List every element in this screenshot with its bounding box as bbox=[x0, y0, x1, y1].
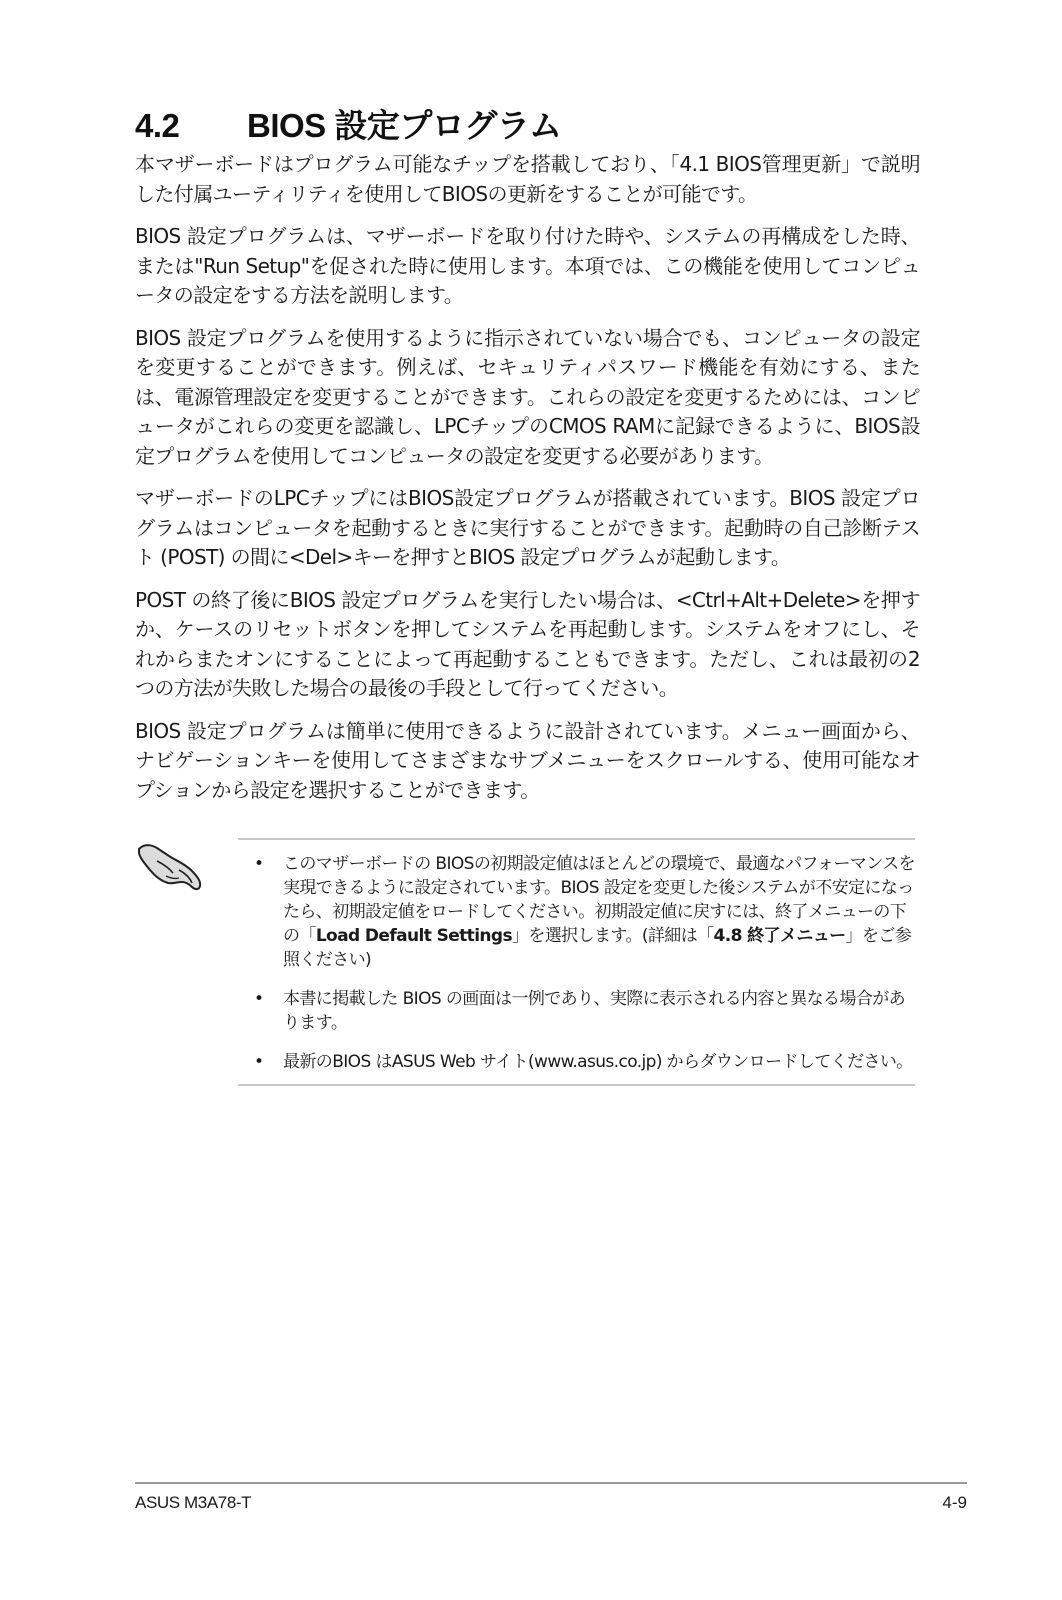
note-text: 」をご参照ください) bbox=[283, 926, 912, 970]
footer-divider bbox=[135, 1482, 967, 1484]
page-title bbox=[135, 100, 562, 147]
bullet: • bbox=[254, 854, 264, 874]
paragraph-6: BIOS 設定プログラムは簡単に使用できるように設計されています。メニュー画面から、ナビゲーションキーを使用してさまざまなサブメニューをスクロールする、使用可能なオプションから設定を選択することができます。 bbox=[135, 718, 920, 802]
note-list bbox=[238, 852, 915, 1074]
bullet: • bbox=[254, 1052, 264, 1072]
note-block bbox=[135, 838, 915, 1093]
paragraph-4: マザーボードのLPCチップにはBIOS設定プログラムが搭載されています。BIOS 設定プログラムはコンピュータを起動するときに実行することができます。起動時の自己診断テスト (POST) の間に<Del>キーを押すとBIOS 設定プログラムが起動します。 bbox=[135, 486, 920, 569]
list-item bbox=[238, 1050, 915, 1074]
section-number: 4.2 bbox=[135, 107, 180, 144]
note-bold-reference: 4.8 終了メニュー bbox=[713, 926, 846, 946]
note-text: このマザーボードの BIOSの初期設定値はほとんどの環境で、最適なパフォーマンスを実現できるように設定されています。BIOS 設定を変更した後システムが不安定になったら、初期設定値をロードしてください。初期設定値に戻すには、終了メニューの下の「 bbox=[283, 854, 915, 946]
footer-model: ASUS M3A78-T bbox=[135, 1493, 252, 1512]
note-text: 」を選択します。(詳細は「 bbox=[512, 926, 714, 946]
paragraph-1: 本マザーボードはプログラム可能なチップを搭載しており、「4.1 BIOS管理更新」で説明した付属ユーティリティを使用してBIOSの更新をすることが可能です。 bbox=[135, 152, 920, 206]
list-item bbox=[238, 852, 915, 972]
note-text: 本書に掲載した BIOS の画面は一例であり、実際に表示される内容と異なる場合があります。 bbox=[283, 989, 906, 1033]
note-text: 最新のBIOS はASUS Web サイト(www.asus.co.jp) からダウンロードしてください。 bbox=[283, 1052, 913, 1072]
note-bold-setting: Load Default Settings bbox=[315, 926, 513, 946]
page-number: 4-9 bbox=[942, 1493, 967, 1512]
note-box bbox=[238, 838, 915, 1086]
paragraph-3: BIOS 設定プログラムを使用するように指示されていない場合でも、コンピュータの設定を変更することができます。例えば、セキュリティパスワード機能を有効にする、または、電源管理設定を変更することができます。これらの設定を変更するためには、コンピュータがこれらの変更を認識し、LPCチップのCMOS RAMに記録できるように、BIOS設定プログラムを使用してコンピュータの設定を変更する必要があります。 bbox=[135, 325, 920, 468]
paragraph-5: POST の終了後にBIOS 設定プログラムを実行したい場合は、<Ctrl+Alt+Delete>を押すか、ケースのリセットボタンを押してシステムを再起動します。システムをオフにし、それからまたオンにすることによって再起動することもできます。ただし、これは最初の2つの方法が失敗した場合の最後の手段として行ってください。 bbox=[135, 587, 920, 700]
section-title: BIOS 設定プログラム bbox=[247, 107, 562, 144]
hand-pointing-icon bbox=[135, 840, 205, 892]
paragraph-2: BIOS 設定プログラムは、マザーボードを取り付けた時や、システムの再構成をした時、または"Run Setup"を促された時に使用します。本項では、この機能を使用してコンピュータの設定をする方法を説明します。 bbox=[135, 224, 920, 307]
body-text bbox=[135, 150, 920, 818]
list-item bbox=[238, 987, 915, 1035]
bullet: • bbox=[254, 989, 264, 1009]
